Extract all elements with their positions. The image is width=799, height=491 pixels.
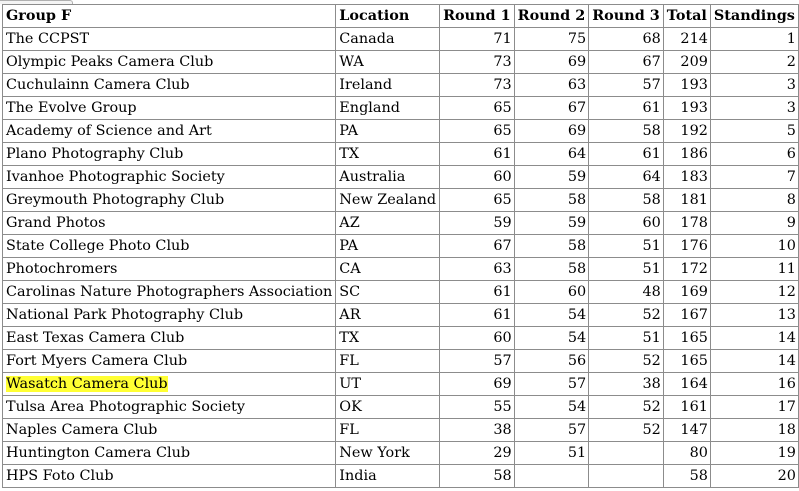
club-name-cell: Academy of Science and Art <box>3 120 336 143</box>
location-cell: Australia <box>336 166 440 189</box>
round-1-cell: 57 <box>440 350 515 373</box>
round-1-cell: 61 <box>440 143 515 166</box>
standing-cell: 14 <box>710 327 798 350</box>
round-3-cell: 68 <box>589 28 664 51</box>
location-cell: FL <box>336 419 440 442</box>
round-2-cell: 54 <box>514 304 589 327</box>
total-cell: 181 <box>663 189 710 212</box>
standing-cell: 11 <box>710 258 798 281</box>
standing-cell: 3 <box>710 74 798 97</box>
round-3-cell: 61 <box>589 143 664 166</box>
round-2-cell: 57 <box>514 419 589 442</box>
round-1-cell: 63 <box>440 258 515 281</box>
round-1-cell: 55 <box>440 396 515 419</box>
round-3-cell <box>589 442 664 465</box>
table-row <box>3 396 799 419</box>
table-row <box>3 97 799 120</box>
table-row <box>3 166 799 189</box>
location-cell: New York <box>336 442 440 465</box>
round-3-cell: 60 <box>589 212 664 235</box>
round-3-cell <box>589 465 664 488</box>
club-name-cell: Cuchulainn Camera Club <box>3 74 336 97</box>
table-row <box>3 304 799 327</box>
location-cell: OK <box>336 396 440 419</box>
round-1-cell: 29 <box>440 442 515 465</box>
club-name-cell <box>3 373 336 396</box>
table-row <box>3 189 799 212</box>
table-row <box>3 350 799 373</box>
total-cell: 214 <box>663 28 710 51</box>
standing-cell: 13 <box>710 304 798 327</box>
location-cell: Ireland <box>336 74 440 97</box>
club-name-cell: The Evolve Group <box>3 97 336 120</box>
standing-cell: 20 <box>710 465 798 488</box>
header-row <box>3 5 799 28</box>
round-1-cell: 71 <box>440 28 515 51</box>
club-name-cell: The CCPST <box>3 28 336 51</box>
standing-cell: 19 <box>710 442 798 465</box>
round-2-cell: 58 <box>514 258 589 281</box>
round-3-cell: 51 <box>589 327 664 350</box>
round-3-cell: 58 <box>589 120 664 143</box>
round-1-cell: 60 <box>440 327 515 350</box>
standing-cell: 7 <box>710 166 798 189</box>
round-2-cell: 75 <box>514 28 589 51</box>
club-name-cell: Carolinas Nature Photographers Association <box>3 281 336 304</box>
location-cell: TX <box>336 143 440 166</box>
club-name-cell: Grand Photos <box>3 212 336 235</box>
standing-cell: 16 <box>710 373 798 396</box>
round-1-cell: 65 <box>440 97 515 120</box>
round-2-cell: 58 <box>514 235 589 258</box>
round-2-cell: 54 <box>514 396 589 419</box>
table-row <box>3 51 799 74</box>
standings-table <box>2 4 799 488</box>
table-row <box>3 419 799 442</box>
table-row <box>3 373 799 396</box>
standing-cell: 17 <box>710 396 798 419</box>
round-1-cell: 73 <box>440 51 515 74</box>
round-2-cell: 60 <box>514 281 589 304</box>
standing-cell: 6 <box>710 143 798 166</box>
total-cell: 58 <box>663 465 710 488</box>
club-name-cell: National Park Photography Club <box>3 304 336 327</box>
table-row <box>3 327 799 350</box>
club-name-cell: Huntington Camera Club <box>3 442 336 465</box>
header-location: Location <box>336 5 440 28</box>
round-2-cell: 69 <box>514 120 589 143</box>
round-2-cell <box>514 465 589 488</box>
round-2-cell: 67 <box>514 97 589 120</box>
round-1-cell: 73 <box>440 74 515 97</box>
table-row <box>3 258 799 281</box>
location-cell: Canada <box>336 28 440 51</box>
round-3-cell: 52 <box>589 419 664 442</box>
round-1-cell: 38 <box>440 419 515 442</box>
location-cell: PA <box>336 120 440 143</box>
location-cell: New Zealand <box>336 189 440 212</box>
header-group: Group F <box>3 5 336 28</box>
club-name-cell: Tulsa Area Photographic Society <box>3 396 336 419</box>
total-cell: 209 <box>663 51 710 74</box>
standing-cell: 14 <box>710 350 798 373</box>
round-1-cell: 61 <box>440 281 515 304</box>
location-cell: AZ <box>336 212 440 235</box>
total-cell: 80 <box>663 442 710 465</box>
total-cell: 176 <box>663 235 710 258</box>
standing-cell: 10 <box>710 235 798 258</box>
round-3-cell: 57 <box>589 74 664 97</box>
round-1-cell: 60 <box>440 166 515 189</box>
club-name-cell: Greymouth Photography Club <box>3 189 336 212</box>
location-cell: CA <box>336 258 440 281</box>
round-2-cell: 69 <box>514 51 589 74</box>
table-row <box>3 74 799 97</box>
highlighted-club-name: Wasatch Camera Club <box>6 376 168 392</box>
total-cell: 186 <box>663 143 710 166</box>
round-2-cell: 59 <box>514 212 589 235</box>
table-row <box>3 281 799 304</box>
standing-cell: 5 <box>710 120 798 143</box>
table-body <box>3 28 799 488</box>
location-cell: India <box>336 465 440 488</box>
standing-cell: 3 <box>710 97 798 120</box>
round-1-cell: 65 <box>440 120 515 143</box>
location-cell: AR <box>336 304 440 327</box>
club-name-cell: HPS Foto Club <box>3 465 336 488</box>
table-row <box>3 442 799 465</box>
standing-cell: 18 <box>710 419 798 442</box>
standing-cell: 2 <box>710 51 798 74</box>
round-3-cell: 52 <box>589 304 664 327</box>
club-name-cell: Photochromers <box>3 258 336 281</box>
round-1-cell: 67 <box>440 235 515 258</box>
location-cell: FL <box>336 350 440 373</box>
round-2-cell: 63 <box>514 74 589 97</box>
header-total: Total <box>663 5 710 28</box>
club-name-cell: Ivanhoe Photographic Society <box>3 166 336 189</box>
total-cell: 183 <box>663 166 710 189</box>
standing-cell: 12 <box>710 281 798 304</box>
table-row <box>3 120 799 143</box>
standing-cell: 9 <box>710 212 798 235</box>
club-name-cell: East Texas Camera Club <box>3 327 336 350</box>
header-round-1: Round 1 <box>440 5 515 28</box>
location-cell: TX <box>336 327 440 350</box>
round-2-cell: 64 <box>514 143 589 166</box>
round-3-cell: 51 <box>589 235 664 258</box>
table-row <box>3 235 799 258</box>
club-name-cell: Naples Camera Club <box>3 419 336 442</box>
location-cell: England <box>336 97 440 120</box>
location-cell: PA <box>336 235 440 258</box>
round-3-cell: 61 <box>589 97 664 120</box>
table-row <box>3 28 799 51</box>
total-cell: 193 <box>663 97 710 120</box>
club-name-cell: Fort Myers Camera Club <box>3 350 336 373</box>
location-cell: WA <box>336 51 440 74</box>
club-name-cell: Olympic Peaks Camera Club <box>3 51 336 74</box>
club-name-cell: State College Photo Club <box>3 235 336 258</box>
round-2-cell: 57 <box>514 373 589 396</box>
standing-cell: 1 <box>710 28 798 51</box>
total-cell: 169 <box>663 281 710 304</box>
total-cell: 193 <box>663 74 710 97</box>
location-cell: SC <box>336 281 440 304</box>
round-3-cell: 48 <box>589 281 664 304</box>
round-1-cell: 65 <box>440 189 515 212</box>
table-row <box>3 465 799 488</box>
total-cell: 165 <box>663 350 710 373</box>
round-1-cell: 59 <box>440 212 515 235</box>
round-3-cell: 38 <box>589 373 664 396</box>
round-1-cell: 69 <box>440 373 515 396</box>
total-cell: 172 <box>663 258 710 281</box>
header-round-3: Round 3 <box>589 5 664 28</box>
round-2-cell: 56 <box>514 350 589 373</box>
total-cell: 161 <box>663 396 710 419</box>
total-cell: 192 <box>663 120 710 143</box>
table-row <box>3 143 799 166</box>
round-3-cell: 64 <box>589 166 664 189</box>
total-cell: 147 <box>663 419 710 442</box>
round-2-cell: 58 <box>514 189 589 212</box>
location-cell: UT <box>336 373 440 396</box>
round-1-cell: 61 <box>440 304 515 327</box>
round-1-cell: 58 <box>440 465 515 488</box>
round-2-cell: 59 <box>514 166 589 189</box>
round-3-cell: 67 <box>589 51 664 74</box>
header-round-2: Round 2 <box>514 5 589 28</box>
table-row <box>3 212 799 235</box>
total-cell: 178 <box>663 212 710 235</box>
club-name-cell: Plano Photography Club <box>3 143 336 166</box>
round-3-cell: 52 <box>589 350 664 373</box>
total-cell: 165 <box>663 327 710 350</box>
round-3-cell: 52 <box>589 396 664 419</box>
round-3-cell: 58 <box>589 189 664 212</box>
total-cell: 164 <box>663 373 710 396</box>
total-cell: 167 <box>663 304 710 327</box>
round-2-cell: 51 <box>514 442 589 465</box>
round-2-cell: 54 <box>514 327 589 350</box>
standing-cell: 8 <box>710 189 798 212</box>
round-3-cell: 51 <box>589 258 664 281</box>
header-standings: Standings <box>710 5 798 28</box>
